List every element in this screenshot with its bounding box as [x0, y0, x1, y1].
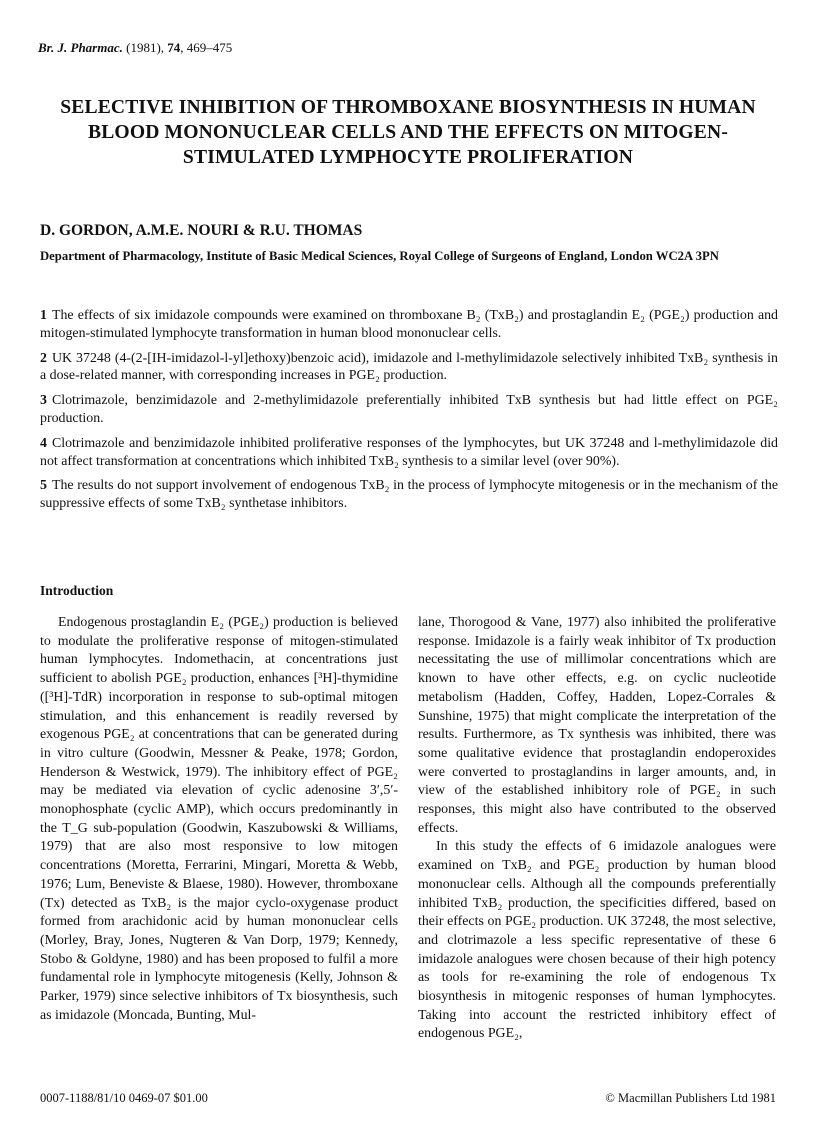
- publisher-copyright: © Macmillan Publishers Ltd 1981: [605, 1091, 776, 1105]
- journal-name: Br. J. Pharmac.: [38, 40, 123, 55]
- abstract-item-number: 2: [40, 350, 47, 366]
- right-column: [418, 614, 776, 1044]
- abstract-item-number: 3: [40, 393, 47, 409]
- introduction-heading: Introduction: [40, 583, 114, 598]
- journal-year: (1981),: [122, 40, 168, 55]
- abstract-item-number: 4: [40, 435, 47, 451]
- intro-paragraph-continued: lane, Thorogood & Vane, 1977) also inhibited the proliferative response. Imidazole is a fairly weak inhibitor of Tx production necessitating the use of millimolar concentrations which are known to have other effects, e.g. on cyclic nucleotide metabolism (Hadden, Coffey, Hadden, Lopez-Corrales & Sunshine, 1975) that might complicate the interpretation of the results. Furthermore, as Tx synthesis was inhibited, there was some qualitative evidence that prostaglandin endoperoxides were converted to prostaglandins in larger amounts, and, in view of the established inhibitory role of PGE₂ in such responses, this might also have contributed to the observed effects.: [418, 615, 776, 836]
- abstract-item: [40, 477, 778, 513]
- abstract-item-text: The results do not support involvement of endogenous TxB₂ in the process of lymphocyte mitogenesis or in the mechanism of the suppressive effects of some TxB₂ synthetase inhibitors.: [40, 478, 778, 512]
- abstract-item-number: 1: [40, 308, 47, 323]
- abstract-item-text: Clotrimazole, benzimidazole and 2-methylimidazole preferentially inhibited TxB synthesis but had little effect on PGE₂ production.: [40, 393, 778, 426]
- abstract-item-text: UK 37248 (4-(2-[IH-imidazol-l-yl]ethoxy)benzoic acid), imidazole and l-methylimidazole selectively inhibited TxB₂ synthesis in a dose-related manner, with corresponding increases in PGE₂ production.: [40, 350, 778, 384]
- article-title: SELECTIVE INHIBITION OF THROMBOXANE BIOSYNTHESIS IN HUMAN BLOOD MONONUCLEAR CELLS AND THE EFFECTS ON MITOGEN-STIMULATED LYMPHOCYTE PROLIFERATION: [60, 97, 756, 168]
- affiliation: Department of Pharmacology, Institute of Basic Medical Sciences, Royal College of Surgeons of England, London WC2A 3PN: [40, 249, 719, 263]
- journal-citation: [38, 40, 232, 56]
- abstract-item: [40, 392, 778, 428]
- abstract-list: [40, 307, 778, 520]
- intro-paragraph-1: Endogenous prostaglandin E₂ (PGE₂) production is believed to modulate the proliferative response of mitogen-stimulated human lymphocytes. Indomethacin, at concentrations just sufficient to abolish PGE₂ production, enhances [³H]-thymidine ([³H]-TdR) incorporation in response to sub-optimal mitogen stimulation, and this enhancement is readily reversed by exogenous PGE₂ at concentrations that can be generated during in vitro culture (Goodwin, Messner & Peake, 1978; Gordon, Henderson & Westwick, 1979). The inhibitory effect of PGE₂ may be mediated via elevation of cyclic adenosine 3′,5′-monophosphate (cyclic AMP), which occurs predominantly in the T_G sub-population (Goodwin, Kaszubowski & Williams, 1979) that are also most responsive to low mitogen concentrations (Moretta, Ferrarini, Mingari, Moretta & Webb, 1976; Lum, Beneviste & Blaese, 1980). However, thromboxane (Tx) detected as TxB₂ is the major cyclo-oxygenase product formed from arachidonic acid by human mononuclear cells (Morley, Bray, Jones, Nugteren & Van Dorp, 1979; Kennedy, Stobo & Goldyne, 1980) and has been proposed to fulfil a more fundamental role in lymphocyte mitogenesis (Kelly, Johnson & Parker, 1979) since selective inhibitors of Tx biosynthesis, such as imidazole (Moncada, Bunting, Mul-: [40, 615, 398, 1023]
- abstract-item: [40, 307, 778, 343]
- abstract-item: [40, 350, 778, 386]
- authors: D. GORDON, A.M.E. NOURI & R.U. THOMAS: [40, 222, 363, 239]
- article-code: 0007-1188/81/10 0469-07 $01.00: [40, 1091, 208, 1105]
- intro-paragraph-2: In this study the effects of 6 imidazole analogues were examined on TxB₂ and PGE₂ production by human blood mononuclear cells. Although all the compounds preferentially inhibited TxB₂ production, the specificities differed, based on their effects on PGE₂ production. UK 37248, the most selective, and clotrimazole a less specific representative of these 6 imidazole analogues were chosen because of their high potency as tools for re-examining the role of endogenous Tx biosynthesis in mitogenic responses of human lymphocytes. Taking into account the restricted inhibitory effect of endogenous PGE₂,: [418, 839, 776, 1042]
- abstract-item-text: The effects of six imidazole compounds were examined on thromboxane B₂ (TxB₂) and prostaglandin E₂ (PGE₂) production and mitogen-stimulated lymphocyte transformation in human blood mononuclear cells.: [40, 308, 778, 341]
- journal-volume: 74: [167, 40, 181, 55]
- left-column: [40, 614, 398, 1025]
- abstract-item: [40, 435, 778, 471]
- abstract-item-number: 5: [40, 478, 47, 494]
- journal-pages: , 469–475: [180, 40, 233, 55]
- abstract-item-text: Clotrimazole and benzimidazole inhibited proliferative responses of the lymphocytes, but UK 37248 and l-methylimidazole did not affect transformation at concentrations which inhibited TxB₂ synthesis to a similar level (over 90%).: [40, 435, 778, 469]
